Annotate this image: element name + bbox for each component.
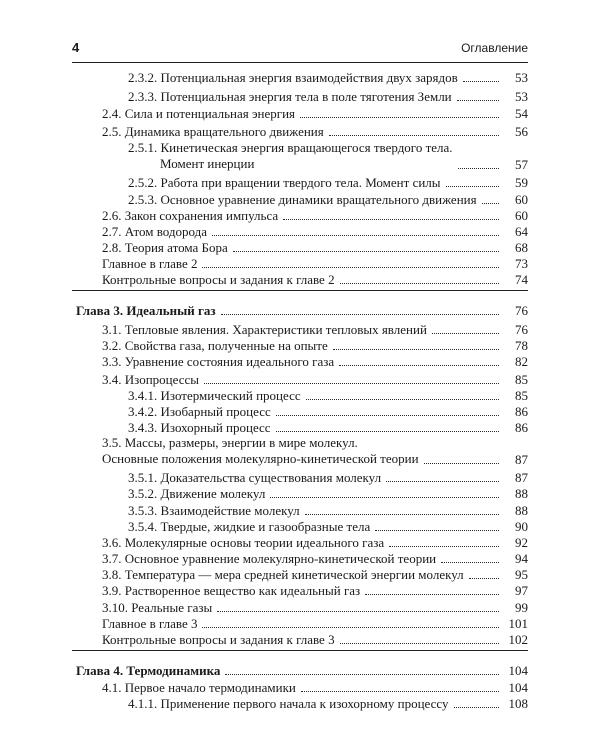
toc-entry-text: Потенциальная энергия тела в поле тяготения Земли	[160, 89, 452, 104]
toc-entry-text: Движение молекул	[160, 486, 266, 501]
toc-entry	[102, 268, 528, 287]
toc-entry-number: 3.9.	[102, 583, 122, 598]
dot-leader	[221, 314, 499, 315]
toc-entry-number: 3.5.	[102, 435, 122, 450]
toc-entry-page: 68	[515, 240, 528, 255]
dot-leader	[270, 497, 499, 498]
toc-entry-number: 2.5.2.	[128, 175, 158, 190]
toc-entry-number: 3.4.3.	[128, 420, 158, 435]
toc-entry-page: 60	[515, 192, 528, 207]
toc-entry-text: Первое начало термодинамики	[124, 680, 296, 695]
dot-leader	[458, 168, 499, 169]
toc-entry-page: 64	[515, 224, 528, 239]
toc-entry	[102, 628, 528, 647]
toc-entry-number: 2.8.	[102, 240, 122, 255]
toc-entry-page: 90	[515, 519, 528, 534]
toc-entry-text: Работа при вращении твердого тела. Момент силы	[160, 175, 441, 190]
toc-entry-text-continuation: Основные положения молекулярно-кинетической теории	[102, 451, 419, 466]
toc-entry-number: 3.4.2.	[128, 404, 158, 419]
toc-entry-title	[102, 124, 324, 139]
toc-entry-title	[102, 272, 335, 287]
toc-entry-title	[128, 140, 453, 172]
toc-entry-page: 104	[508, 663, 528, 678]
toc-entry-text: Свойства газа, полученные на опыте	[124, 338, 328, 353]
toc-entry-text: Применение первого начала к изохорному процессу	[160, 696, 449, 711]
toc-entry-text: Сила и потенциальная энергия	[124, 106, 296, 121]
toc-entry-text: Контрольные вопросы и задания к главе 2	[102, 272, 335, 287]
running-title: Оглавление	[461, 41, 528, 55]
toc-entry-page: 57	[515, 157, 528, 172]
toc-entry-number: 2.5.1.	[128, 140, 158, 155]
dot-leader	[454, 707, 500, 708]
toc-entry	[102, 350, 528, 369]
toc-entry	[102, 120, 528, 139]
dot-leader	[446, 186, 499, 187]
toc-entry-number: 3.1.	[102, 322, 122, 337]
toc-entry-number: 3.6.	[102, 535, 122, 550]
toc-entry-title	[102, 106, 295, 121]
toc-entry	[128, 692, 528, 711]
toc-chapter-entry	[76, 299, 528, 318]
toc-entry-title	[102, 632, 335, 647]
toc-entry-text: Потенциальная энергия взаимодействия двух зарядов	[160, 70, 458, 85]
toc-entry-text: Кинетическая энергия вращающегося твердого тела.	[160, 140, 453, 155]
dot-leader	[329, 135, 499, 136]
toc-entry-page: 87	[515, 470, 528, 485]
toc-entry-text: Температура — мера средней кинетической энергии молекул	[124, 567, 464, 582]
toc-entry-title	[76, 303, 216, 318]
toc-entry-number: 3.3.	[102, 354, 122, 369]
toc-entry-page: 74	[515, 272, 528, 287]
toc-entry-number: Глава 4.	[76, 663, 124, 678]
toc-entry-page: 95	[515, 567, 528, 582]
toc-entry-page: 53	[515, 89, 528, 104]
toc-entry-page: 73	[515, 256, 528, 271]
toc-entry-text: Доказательства существования молекул	[160, 470, 382, 485]
dot-leader	[339, 365, 499, 366]
toc-entry-title	[128, 696, 449, 711]
toc-entry	[102, 433, 528, 467]
toc-entry-page: 56	[515, 124, 528, 139]
toc-entry-text: Массы, размеры, энергии в мире молекул.	[124, 435, 358, 450]
dot-leader	[457, 100, 499, 101]
toc-entry-number: 3.4.1.	[128, 388, 158, 403]
toc-entry-number: 2.7.	[102, 224, 122, 239]
toc-entry-title	[102, 435, 419, 467]
dot-leader	[340, 643, 499, 644]
dot-leader	[276, 431, 499, 432]
toc-entry-number: 2.6.	[102, 208, 122, 223]
toc-entry-text: Основное уравнение динамики вращательного движения	[160, 192, 477, 207]
toc-entry-text: Твердые, жидкие и газообразные тела	[160, 519, 371, 534]
toc-entry-number: 3.5.3.	[128, 503, 158, 518]
toc-entry-page: 59	[515, 175, 528, 190]
toc-entry-page: 86	[515, 420, 528, 435]
toc-entry-number: 2.3.2.	[128, 70, 158, 85]
toc-entry-text: Уравнение состояния идеального газа	[124, 354, 335, 369]
toc-entry-number: 4.1.	[102, 680, 122, 695]
toc-entry-text: Главное в главе 2	[102, 256, 198, 271]
toc-entry-number: 2.5.	[102, 124, 122, 139]
toc-entry-number: 2.4.	[102, 106, 122, 121]
toc-entry-page: 101	[508, 616, 528, 631]
toc-entry-number: 3.7.	[102, 551, 122, 566]
toc-entry-page: 86	[515, 404, 528, 419]
toc-entry-page: 108	[508, 696, 528, 711]
toc-entry-page: 104	[508, 680, 528, 695]
toc-entry-number: 3.5.1.	[128, 470, 158, 485]
toc-entry-text: Термодинамика	[126, 663, 221, 678]
chapter-divider	[72, 650, 528, 651]
dot-leader	[340, 283, 499, 284]
toc-entry-text: Растворенное вещество как идеальный газ	[124, 583, 361, 598]
dot-leader	[463, 81, 499, 82]
toc-entry-text: Атом водорода	[124, 224, 208, 239]
toc-entry-page: 53	[515, 70, 528, 85]
toc-entry-page: 88	[515, 503, 528, 518]
toc-entry-text-continuation: Момент инерции	[160, 156, 255, 171]
dot-leader	[424, 463, 499, 464]
toc-entry-text: Молекулярные основы теории идеального газа	[124, 535, 385, 550]
toc-entry-number: Глава 3.	[76, 303, 124, 318]
toc-entry-text: Изопроцессы	[124, 372, 199, 387]
toc-entry-text: Закон сохранения импульса	[124, 208, 279, 223]
toc-entry-page: 94	[515, 551, 528, 566]
toc-entry-page: 88	[515, 486, 528, 501]
toc-entry-number: 3.8.	[102, 567, 122, 582]
toc-entry-page: 99	[515, 600, 528, 615]
toc-entry-number: 3.2.	[102, 338, 122, 353]
toc-entry	[102, 102, 528, 121]
toc-entry-number: 3.5.4.	[128, 519, 158, 534]
toc-entry-text: Изохорный процесс	[160, 420, 271, 435]
toc-entry-page: 78	[515, 338, 528, 353]
toc-entry-text: Взаимодействие молекул	[160, 503, 300, 518]
toc-entry-text: Изотермический процесс	[160, 388, 301, 403]
toc-entry-title	[128, 70, 458, 85]
toc-entry-page: 76	[515, 322, 528, 337]
toc-entry-text: Динамика вращательного движения	[124, 124, 324, 139]
toc-entry	[128, 66, 528, 85]
toc-entry-text: Изобарный процесс	[160, 404, 271, 419]
toc-entry	[128, 138, 528, 172]
toc-entry-text: Контрольные вопросы и задания к главе 3	[102, 632, 335, 647]
toc-entry-page: 85	[515, 372, 528, 387]
toc-entry-title	[102, 354, 334, 369]
toc-entry-page: 82	[515, 354, 528, 369]
toc-entry-text: Идеальный газ	[126, 303, 216, 318]
toc-entry-text: Реальные газы	[131, 600, 213, 615]
toc-entry-text: Основное уравнение молекулярно-кинетической теории	[124, 551, 437, 566]
toc-entry-page: 60	[515, 208, 528, 223]
toc-entry-page: 92	[515, 535, 528, 550]
dot-leader	[225, 674, 499, 675]
toc-entry-page: 85	[515, 388, 528, 403]
toc-entry-text: Тепловые явления. Характеристики тепловых явлений	[124, 322, 427, 337]
toc-entry-page: 76	[515, 303, 528, 318]
toc-entry-number: 2.3.3.	[128, 89, 158, 104]
toc-entry-number: 3.4.	[102, 372, 122, 387]
toc-entry-number: 3.10.	[102, 600, 128, 615]
toc-entry-text: Главное в главе 3	[102, 616, 198, 631]
toc-entry-page: 97	[515, 583, 528, 598]
page-number: 4	[72, 40, 80, 55]
toc-entry-page: 102	[508, 632, 528, 647]
toc-entry-number: 2.5.3.	[128, 192, 158, 207]
toc-entry-page: 54	[515, 106, 528, 121]
toc-entry-text: Теория атома Бора	[124, 240, 228, 255]
toc-entry-number: 4.1.1.	[128, 696, 158, 711]
toc-entry-page: 87	[515, 452, 528, 467]
chapter-divider	[72, 290, 528, 291]
toc-entry-number: 3.5.2.	[128, 486, 158, 501]
dot-leader	[365, 594, 499, 595]
dot-leader	[300, 117, 499, 118]
